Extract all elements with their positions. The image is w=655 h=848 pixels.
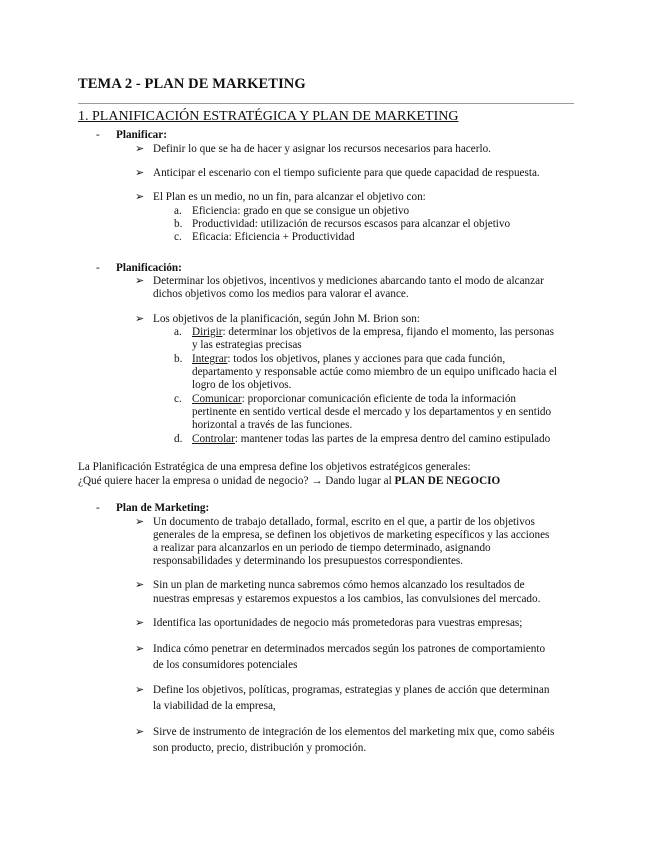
list-marker: d. (174, 433, 183, 445)
paragraph-line-2 (78, 475, 500, 488)
arrow-bullet-icon: ➢ (135, 167, 145, 179)
arrow-bullet-icon: ➢ (135, 191, 145, 203)
arrow-bullet-icon: ➢ (135, 643, 145, 655)
arrow-bullet-icon: ➢ (135, 617, 145, 629)
arrow-bullet-icon: ➢ (135, 313, 145, 325)
objective-integrar-line-2: departamento y responsable actúe como miembro de un equipo unificado hacia el (192, 366, 558, 378)
marketing-item-1-line-4: responsabilidades y determinando los presupuestos correspondientes. (153, 555, 464, 567)
list-marker: c. (174, 393, 182, 405)
planificar-item-3: El Plan es un medio, no un fin, para alcanzar el objetivo con: (153, 191, 426, 203)
list-marker: a. (174, 326, 182, 338)
marketing-item-1-line-3: a realizar para alcanzarlos en un periodo de tiempo determinado, asignando (153, 542, 491, 554)
marketing-item-1-line-2: generales de la empresa, se definen los objetivos de marketing específicos y las acciones (153, 529, 550, 541)
marketing-item-5-line-1: Define los objetivos, políticas, programas, estrategias y planes de acción que determinan (153, 684, 550, 696)
dash-bullet: - (96, 129, 100, 141)
planificacion-item-1-line-2: dichos objetivos como los medios para valorar el avance. (153, 288, 409, 300)
arrow-bullet-icon: ➢ (135, 684, 145, 696)
term-integrar: Integrar (192, 353, 228, 365)
term-controlar: Controlar (192, 433, 235, 445)
planificacion-heading: Planificación: (116, 262, 182, 274)
dash-bullet: - (96, 502, 100, 514)
definition-text: : todos los objetivos, planes y acciones para que cada función, (227, 353, 506, 365)
document-title: TEMA 2 - PLAN DE MARKETING (78, 76, 306, 92)
objective-comunicar-line-2: pertinente en sentido vertical desde el mercado y los departamentos y en sentido (192, 406, 552, 418)
list-marker: a. (174, 205, 182, 217)
planificar-item-2: Anticipar el escenario con el tiempo suficiente para que quede capacidad de respuesta. (153, 167, 540, 179)
objective-dirigir-line-1 (192, 326, 554, 339)
marketing-item-4-line-2: de los consumidores potenciales (153, 659, 298, 671)
arrow-bullet-icon: ➢ (135, 579, 145, 591)
section-heading: 1. PLANIFICACIÓN ESTRATÉGICA Y PLAN DE MARKETING (78, 109, 459, 124)
list-marker: c. (174, 231, 182, 243)
marketing-item-6-line-1: Sirve de instrumento de integración de los elementos del marketing mix que, como sabéis (153, 726, 555, 738)
planificar-sub-b: Productividad: utilización de recursos escasos para alcanzar el objetivo (192, 218, 511, 230)
title-divider (78, 103, 574, 104)
marketing-item-3-line-1: Identifica las oportunidades de negocio más prometedoras para vuestras empresas; (153, 617, 523, 629)
objective-comunicar-line-3: horizontal a través de las funciones. (192, 419, 353, 431)
definition-text: : determinar los objetivos de la empresa, fijando el momento, las personas (222, 326, 554, 338)
list-marker: b. (174, 218, 183, 230)
marketing-item-2-line-1: Sin un plan de marketing nunca sabremos cómo hemos alcanzado los resultados de (153, 579, 525, 591)
marketing-item-1-line-1: Un documento de trabajo detallado, formal, escrito en el que, a partir de los objetivos (153, 516, 535, 528)
paragraph-line-1: La Planificación Estratégica de una empresa define los objetivos estratégicos generales: (78, 461, 471, 473)
marketing-item-6-line-2: son producto, precio, distribución y promoción. (153, 742, 367, 754)
arrow-bullet-icon: ➢ (135, 516, 145, 528)
planificacion-item-1-line-1: Determinar los objetivos, incentivos y mediciones abarcando tanto el modo de alcanzar (153, 275, 544, 287)
list-marker: b. (174, 353, 183, 365)
arrow-bullet-icon: ➢ (135, 143, 145, 155)
term-comunicar: Comunicar (192, 393, 242, 405)
definition-text: : proporcionar comunicación eficiente de toda la información (241, 393, 517, 405)
marketing-item-4-line-1: Indica cómo penetrar en determinados mercados según los patrones de comportamiento (153, 643, 546, 655)
term-dirigir: Dirigir (192, 326, 223, 338)
planificar-heading: Planificar: (116, 129, 167, 141)
arrow-bullet-icon: ➢ (135, 726, 145, 738)
objective-dirigir-line-2: y las estrategias precisas (192, 339, 302, 351)
marketing-item-5-line-2: la viabilidad de la empresa, (153, 700, 276, 712)
paragraph-text: ¿Qué quiere hacer la empresa o unidad de negocio? → Dando lugar al (78, 475, 395, 487)
planificar-sub-c: Eficacia: Eficiencia + Productividad (192, 231, 355, 243)
objective-integrar-line-1 (192, 353, 505, 366)
planificar-sub-a: Eficiencia: grado en que se consigue un objetivo (192, 205, 410, 217)
planificacion-item-2: Los objetivos de la planificación, según John M. Brion son: (153, 313, 420, 325)
plan-marketing-heading: Plan de Marketing: (116, 502, 210, 514)
objective-comunicar-line-1 (192, 393, 516, 406)
marketing-item-2-line-2: nuestras empresas y estaremos expuestos a los cambios, las convulsiones del mercado. (153, 593, 541, 605)
objective-integrar-line-3: logro de los objetivos. (192, 379, 292, 391)
planificar-item-1: Definir lo que se ha de hacer y asignar los recursos necesarios para hacerlo. (153, 143, 491, 155)
objective-controlar-line-1 (192, 433, 550, 446)
dash-bullet: - (96, 262, 100, 274)
arrow-bullet-icon: ➢ (135, 275, 145, 287)
plan-de-negocio-label: PLAN DE NEGOCIO (394, 475, 501, 487)
definition-text: : mantener todas las partes de la empresa dentro del camino estipulado (234, 433, 551, 445)
